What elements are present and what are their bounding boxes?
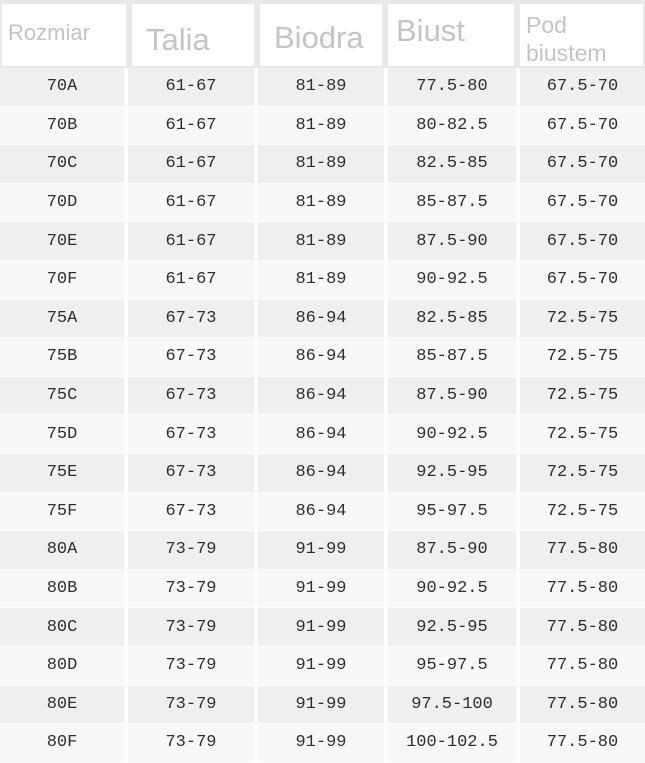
- cell-bust: 85-87.5: [388, 184, 520, 222]
- header-biodra: Biodra: [260, 4, 382, 66]
- cell-bust: 90-92.5: [388, 570, 520, 608]
- cell-size: 75E: [0, 454, 128, 492]
- cell-hips: 81-89: [258, 68, 388, 106]
- cell-underbust: 67.5-70: [546, 270, 619, 290]
- cell-waist: 61-67: [128, 184, 258, 222]
- cell-underbust: 77.5-80: [546, 540, 619, 560]
- cell-size: 70C: [0, 145, 128, 183]
- cell-size: 80F: [0, 724, 128, 762]
- cell-underbust: 77.5-80: [546, 656, 619, 676]
- table-row: [0, 570, 645, 609]
- cell-underbust: 72.5-75: [546, 347, 619, 367]
- cell-hips: 86-94: [258, 493, 388, 531]
- header-rozmiar: Rozmiar: [2, 4, 126, 66]
- cell-hips: 81-89: [258, 184, 388, 222]
- cell-bust: 95-97.5: [388, 493, 520, 531]
- cell-underbust: 77.5-80: [546, 733, 619, 753]
- cell-size: 70D: [0, 184, 128, 222]
- table-row: [0, 261, 645, 300]
- table-row: [0, 377, 645, 416]
- cell-bust: 82.5-85: [388, 300, 520, 338]
- table-row: [0, 184, 645, 223]
- cell-size: 75A: [0, 300, 128, 338]
- cell-hips: 86-94: [258, 377, 388, 415]
- table-row: [0, 686, 645, 725]
- cell-waist: 73-79: [128, 686, 258, 724]
- table-row: [0, 68, 645, 107]
- cell-bust: 87.5-90: [388, 222, 520, 260]
- cell-hips: 81-89: [258, 145, 388, 183]
- cell-bust: 100-102.5: [388, 724, 520, 762]
- cell-hips: 91-99: [258, 724, 388, 762]
- cell-waist: 73-79: [128, 570, 258, 608]
- cell-hips: 91-99: [258, 608, 388, 646]
- table-row: [0, 724, 645, 763]
- cell-underbust: 67.5-70: [546, 154, 619, 174]
- cell-size: 80D: [0, 647, 128, 685]
- cell-size: 80E: [0, 686, 128, 724]
- cell-size: 75B: [0, 338, 128, 376]
- cell-size: 80C: [0, 608, 128, 646]
- cell-bust: 92.5-95: [388, 608, 520, 646]
- cell-bust: 87.5-90: [388, 377, 520, 415]
- header-biust: Biust: [388, 4, 514, 66]
- table-row: [0, 145, 645, 184]
- cell-hips: 86-94: [258, 338, 388, 376]
- table-row: [0, 454, 645, 493]
- cell-waist: 73-79: [128, 724, 258, 762]
- table-header-row: [0, 0, 645, 68]
- cell-waist: 67-73: [128, 300, 258, 338]
- cell-hips: 81-89: [258, 261, 388, 299]
- table-row: [0, 647, 645, 686]
- cell-bust: 85-87.5: [388, 338, 520, 376]
- table-row: [0, 300, 645, 339]
- cell-bust: 87.5-90: [388, 531, 520, 569]
- cell-waist: 61-67: [128, 222, 258, 260]
- cell-waist: 67-73: [128, 493, 258, 531]
- cell-waist: 61-67: [128, 145, 258, 183]
- cell-size: 75F: [0, 493, 128, 531]
- cell-bust: 77.5-80: [388, 68, 520, 106]
- header-pod-biustem-line1: Pod: [526, 12, 567, 38]
- cell-underbust: 67.5-70: [546, 77, 619, 97]
- cell-bust: 95-97.5: [388, 647, 520, 685]
- cell-hips: 86-94: [258, 454, 388, 492]
- cell-bust: 97.5-100: [388, 686, 520, 724]
- cell-hips: 86-94: [258, 415, 388, 453]
- header-talia: Talia: [132, 4, 254, 66]
- cell-hips: 86-94: [258, 300, 388, 338]
- cell-size: 70B: [0, 107, 128, 145]
- cell-bust: 90-92.5: [388, 261, 520, 299]
- cell-hips: 91-99: [258, 570, 388, 608]
- cell-underbust: 72.5-75: [546, 463, 619, 483]
- cell-size: 70A: [0, 68, 128, 106]
- cell-underbust: 72.5-75: [546, 386, 619, 406]
- cell-underbust: 77.5-80: [546, 694, 619, 714]
- cell-bust: 80-82.5: [388, 107, 520, 145]
- table-row: [0, 222, 645, 261]
- table-body: [0, 68, 645, 763]
- cell-bust: 92.5-95: [388, 454, 520, 492]
- cell-size: 75C: [0, 377, 128, 415]
- cell-underbust: 77.5-80: [546, 617, 619, 637]
- cell-hips: 91-99: [258, 531, 388, 569]
- cell-underbust: 67.5-70: [546, 193, 619, 213]
- cell-underbust: 67.5-70: [546, 231, 619, 251]
- cell-waist: 67-73: [128, 338, 258, 376]
- cell-hips: 91-99: [258, 647, 388, 685]
- cell-waist: 73-79: [128, 647, 258, 685]
- cell-hips: 81-89: [258, 107, 388, 145]
- cell-underbust: 72.5-75: [546, 424, 619, 444]
- cell-underbust: 72.5-75: [546, 501, 619, 521]
- cell-bust: 90-92.5: [388, 415, 520, 453]
- table-row: [0, 107, 645, 146]
- table-row: [0, 608, 645, 647]
- cell-size: 70E: [0, 222, 128, 260]
- cell-waist: 67-73: [128, 377, 258, 415]
- cell-bust: 82.5-85: [388, 145, 520, 183]
- table-row: [0, 338, 645, 377]
- cell-size: 70F: [0, 261, 128, 299]
- cell-waist: 73-79: [128, 531, 258, 569]
- cell-size: 80A: [0, 531, 128, 569]
- header-pod-biustem: [520, 4, 643, 66]
- table-row: [0, 531, 645, 570]
- cell-size: 75D: [0, 415, 128, 453]
- table-row: [0, 415, 645, 454]
- cell-waist: 61-67: [128, 107, 258, 145]
- table-row: [0, 493, 645, 532]
- cell-waist: 73-79: [128, 608, 258, 646]
- cell-waist: 67-73: [128, 415, 258, 453]
- header-pod-biustem-line2: biustem: [526, 39, 607, 66]
- cell-hips: 81-89: [258, 222, 388, 260]
- cell-underbust: 67.5-70: [546, 115, 619, 135]
- cell-waist: 61-67: [128, 68, 258, 106]
- cell-size: 80B: [0, 570, 128, 608]
- cell-underbust: 72.5-75: [546, 308, 619, 328]
- cell-underbust: 77.5-80: [546, 579, 619, 599]
- cell-waist: 67-73: [128, 454, 258, 492]
- cell-waist: 61-67: [128, 261, 258, 299]
- cell-hips: 91-99: [258, 686, 388, 724]
